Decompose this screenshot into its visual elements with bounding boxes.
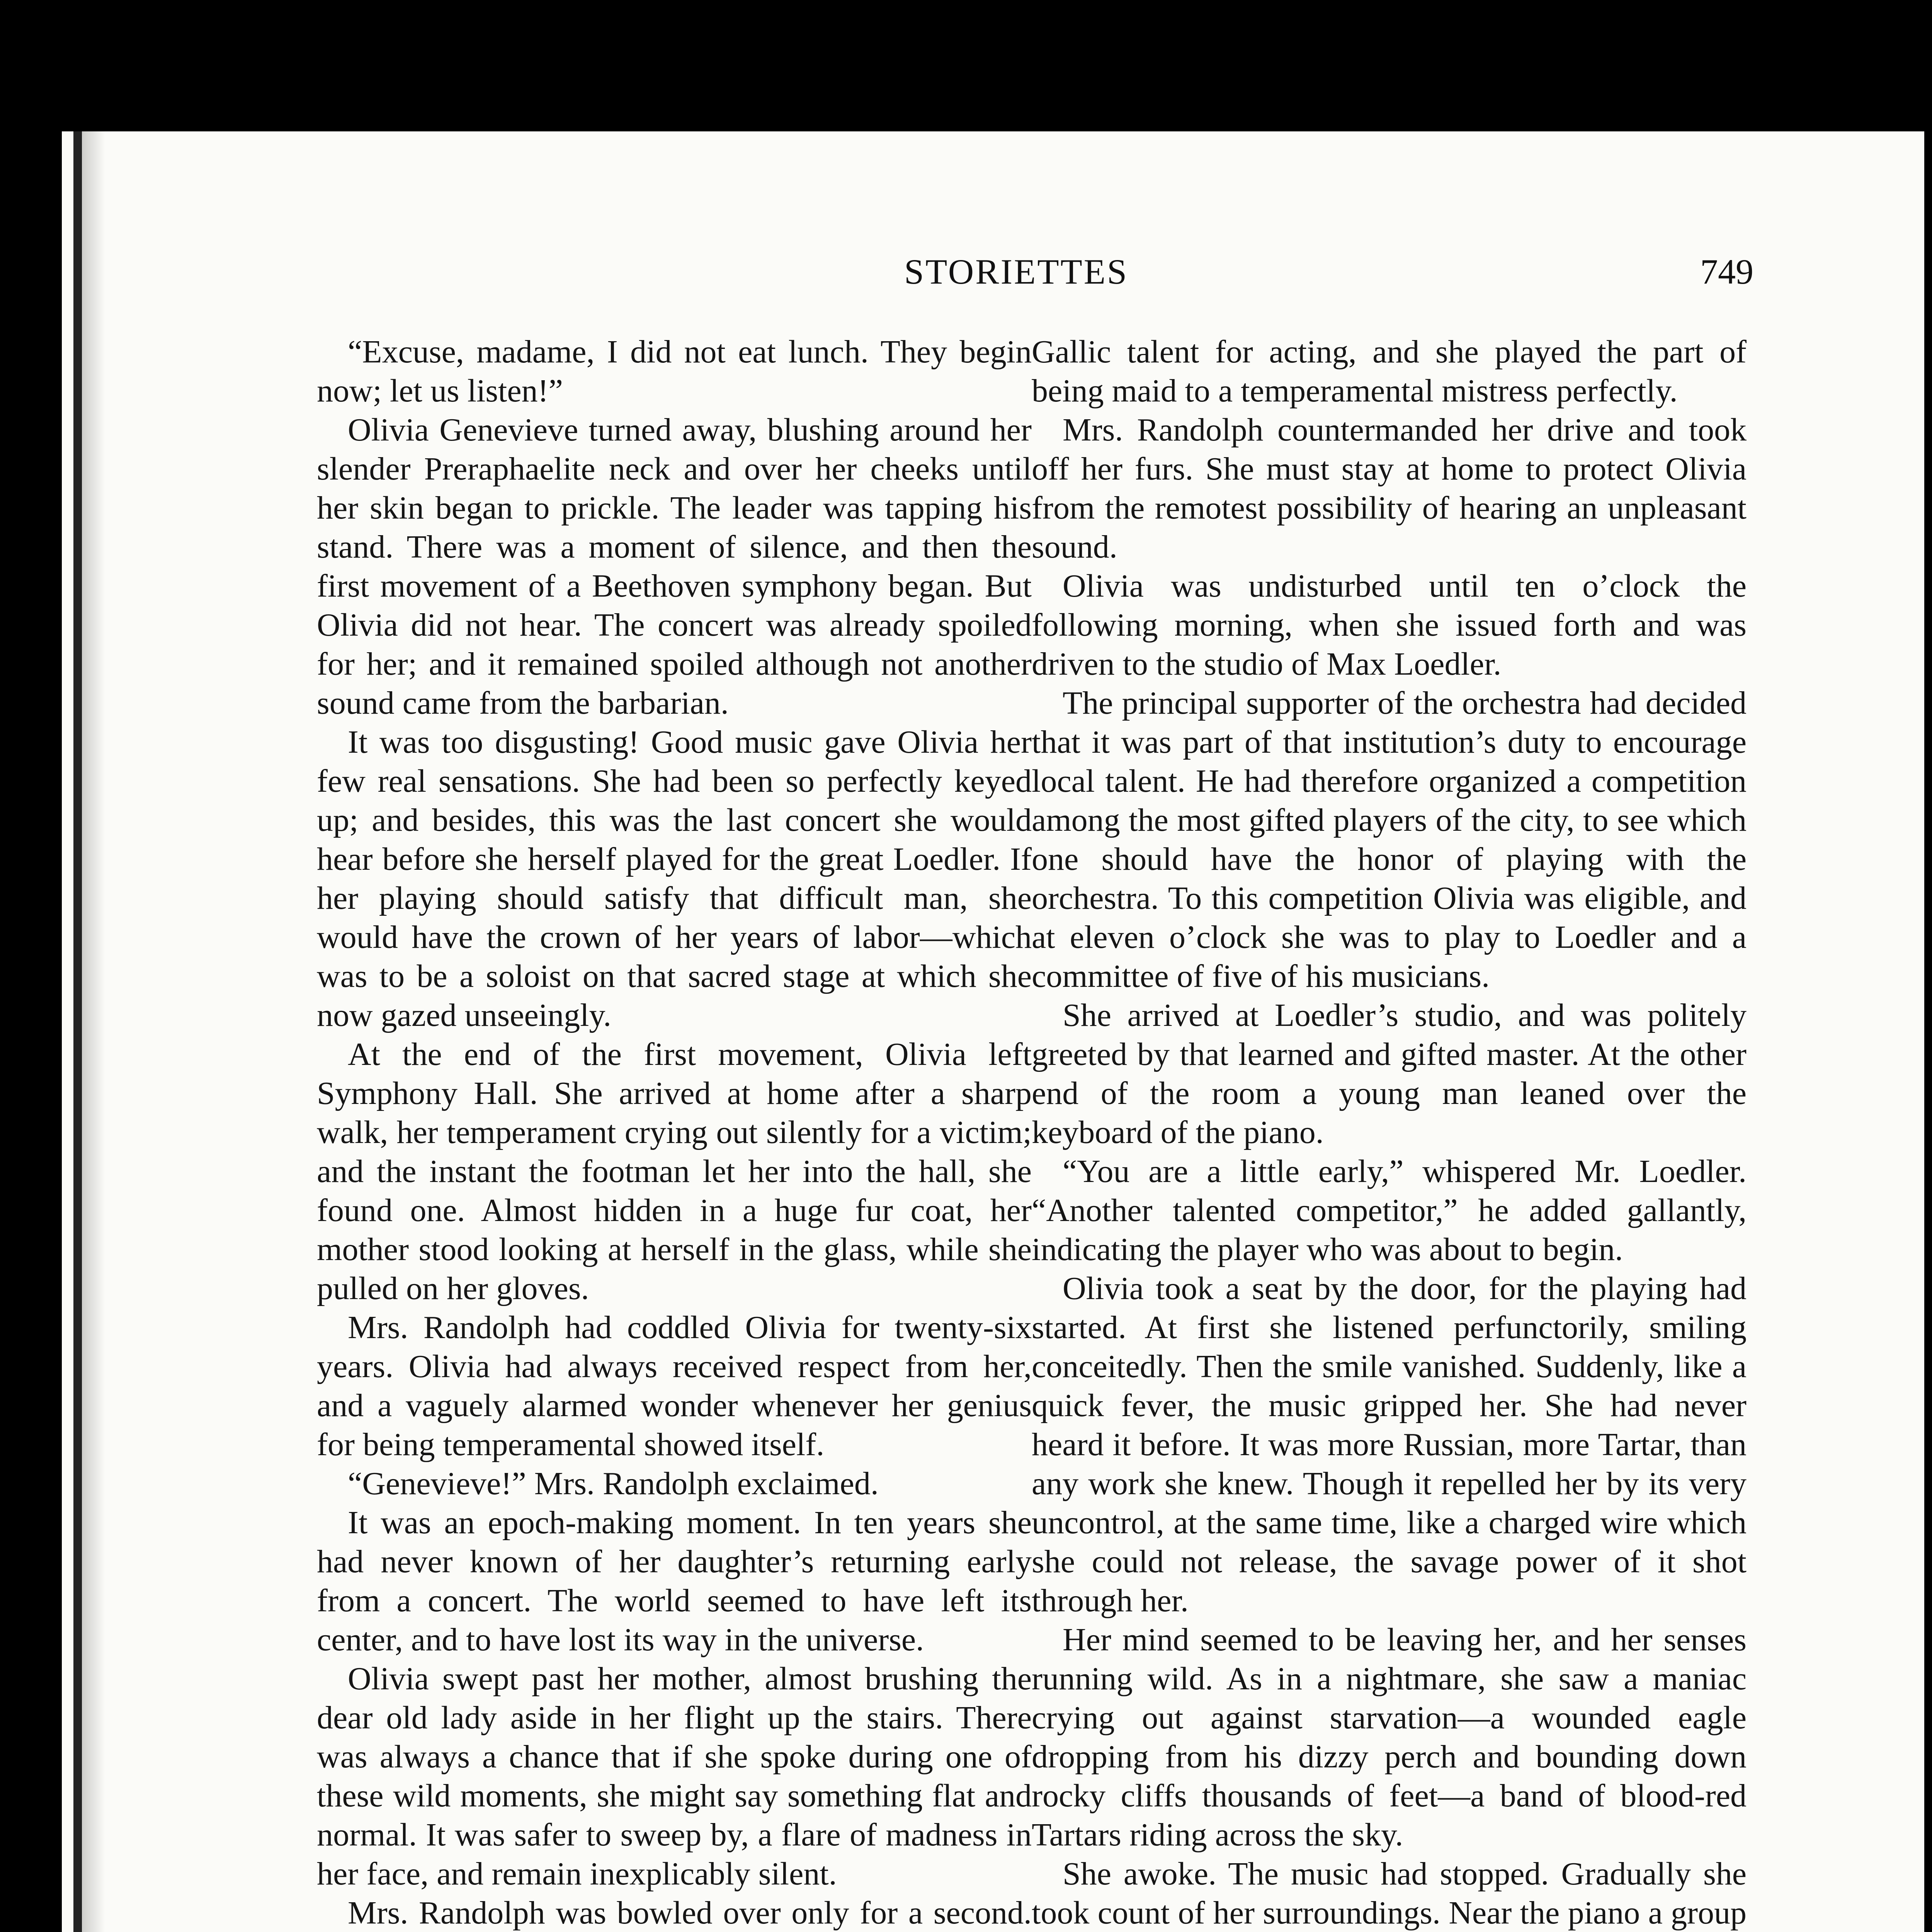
paragraph: She arrived at Loedler’s studio, and was politely greeted by that learned and gifted master. At the other end of the room a young man leaned over the keyboard of the piano. [1032,997,1747,1150]
left-column [317,332,1032,1932]
paragraph: Olivia swept past her mother, almost brushing the dear old lady aside in her flight up the stairs. There was always a chance that if she spoke during one of these wild moments, she might say something flat and normal. It was safer to sweep by, a flare of madness in her face, and remain inexplicably silent. [317,1661,1032,1892]
paragraph: At the end of the first movement, Olivia left Symphony Hall. She arrived at home after a sharp walk, her temperament crying out silently for a victim; and the instant the footman let her into the hall, she found one. Almost hidden in a huge fur coat, her mother stood looking at herself in the glass, while she pulled on her gloves. [317,1036,1032,1306]
paragraph: Olivia Genevieve turned away, blushing around her slender Preraphaelite neck and over her cheeks until her skin began to prickle. The leader was tapping his stand. There was a moment of silence, and then the first movement of a Beethoven symphony began. But Olivia did not hear. The concert was already spoiled for her; and it remained spoiled although not another sound came from the barbarian. [317,412,1032,721]
gutter-shadow [82,131,105,1932]
paragraph: “Genevieve!” Mrs. Randolph exclaimed. [348,1466,879,1502]
paragraph: Olivia was undisturbed until ten o’clock the following morning, when she issued forth and was driven to the studio of Max Loedler. [1032,568,1747,682]
paragraph: Mrs. Randolph countermanded her drive and took off her furs. She must stay at home to protect Olivia from the remotest possibility of hearing an unpleasant sound. [1032,412,1747,565]
paragraph: It was an epoch-making moment. In ten years she had never known of her daughter’s returning early from a concert. The world seemed to have left its center, and to have lost its way in the universe. [317,1505,1032,1658]
paragraph: Mrs. Randolph had coddled Olivia for twenty-six years. Olivia had always received respect from her, and a vaguely alarmed wonder whenever her genius for being temperamental showed itself. [317,1310,1032,1463]
paragraph: Mrs. Randolph was bowled over only for a second. [348,1895,1032,1931]
running-title: STORIETTES [904,252,1129,291]
paragraph: The principal supporter of the orchestra had decided that it was part of that institution’s duty to encourage local talent. He had therefore organized a competition among the most gifted players of the city, to see which one should have the honor of playing with the orchestra. To this competition Olivia was eligible, and at eleven o’clock she was to play to Loedler and a committee of five of his musicians. [1032,685,1747,994]
paragraph: “Excuse, madame, I did not eat lunch. They begin now; let us listen!” [317,334,1032,409]
page-number: 749 [1700,252,1753,291]
book-spine [73,131,82,1932]
paragraph: She awoke. The music had stopped. Gradually she took count of her surroundings. Near the piano a group [1032,1856,1747,1931]
book-page [62,131,1924,1932]
right-column [1032,332,1747,1932]
paragraph: Her mind seemed to be leaving her, and her senses running wild. As in a nightmare, she saw a maniac crying out against starvation—a wounded eagle dropping from his dizzy perch and bounding down rocky cliffs thousands of feet—a band of blood-red Tartars riding across the sky. [1032,1622,1747,1853]
paragraph: It was too disgusting! Good music gave Olivia her few real sensations. She had been so perfectly keyed up; and besides, this was the last concert she would hear before she herself played for the great Loedler. If her playing should satisfy that difficult man, she would have the crown of her years of labor—which was to be a soloist on that sacred stage at which she now gazed unseeingly. [317,724,1032,1033]
paragraph-continuation: Gallic talent for acting, and she played the part of being maid to a temperamental mistress perfectly. [1032,334,1747,409]
paragraph: “You are a little early,” whispered Mr. Loedler. “Another talented competitor,” he added gallantly, indicating the player who was about to begin. [1032,1153,1747,1267]
paragraph: Olivia took a seat by the door, for the playing had started. At first she listened perfunctorily, smiling conceitedly. Then the smile vanished. Suddenly, like a quick fever, the music gripped her. She had never heard it before. It was more Russian, more Tartar, than any work she knew. Though it repelled her by its very uncontrol, at the same time, like a charged wire which she could not release, the savage power of it shot through her. [1032,1270,1747,1619]
running-head [62,251,1924,301]
